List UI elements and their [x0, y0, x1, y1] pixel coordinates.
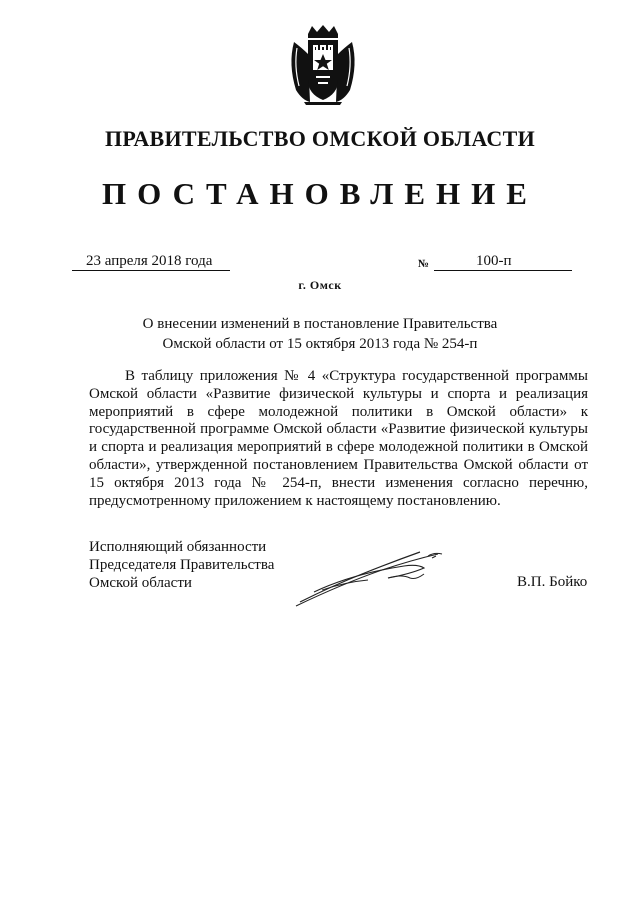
document-date: 23 апреля 2018 года [72, 253, 230, 271]
number-sign: № [418, 258, 430, 270]
body-paragraph: В таблицу приложения № 4 «Структура государственной программы Омской области «Развитие физической культуры и спорта и реализация мероприятий в сфере молодежной политики в Омской области» к государственной программе Омской области «Развитие физической культуры и спорта и реализация мероприятий в сфере молодежной политики в Омской области», утвержденной постановлением Правительства Омской области от 15 октября 2013 года № 254-п, внести изменения согласно перечню, предусмотренному приложением к настоящему постановлению. [89, 368, 588, 509]
city: г. Омск [298, 278, 342, 292]
handwritten-signature-icon [292, 544, 452, 610]
signer-title-line-3: Омской области [89, 575, 192, 591]
document-subject [0, 314, 640, 354]
signer-title-line-1: Исполняющий обязанности [89, 539, 267, 555]
signer-title-line-2: Председателя Правительства [89, 557, 275, 573]
document-number: 100-п [434, 253, 572, 271]
signer-name: В.П. Бойко [517, 574, 588, 590]
signer-title [89, 538, 274, 592]
document-type: ПОСТАНОВЛЕНИЕ [102, 176, 538, 211]
government-title: ПРАВИТЕЛЬСТВО ОМСКОЙ ОБЛАСТИ [105, 126, 535, 151]
subject-line-1: О внесении изменений в постановление Правительства [142, 316, 498, 332]
omsk-coat-of-arms-icon [286, 24, 360, 106]
subject-line-2: Омской области от 15 октября 2013 года № 254-п [162, 336, 478, 352]
